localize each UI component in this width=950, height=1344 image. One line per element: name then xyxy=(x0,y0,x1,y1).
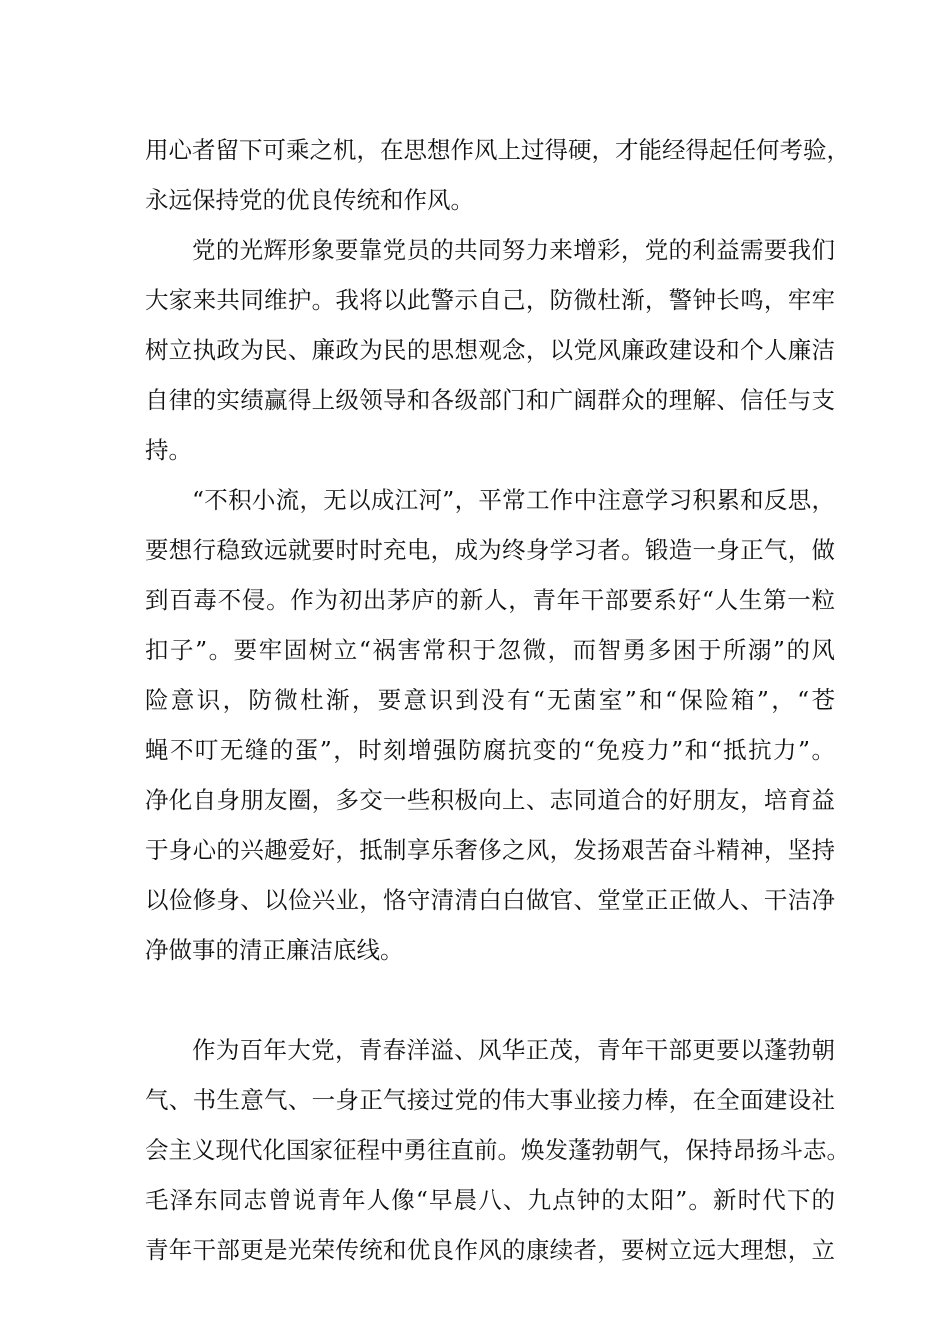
paragraph-line: 毛泽东同志曾说青年人像“早晨八、九点钟的太阳”。新时代下的 xyxy=(145,1186,835,1214)
paragraph-line: 会主义现代化国家征程中勇往直前。焕发蓬勃朝气，保持昂扬斗志。 xyxy=(145,1136,850,1164)
paragraph-line: 青年干部更是光荣传统和优良作风的康续者，要树立远大理想，立 xyxy=(145,1236,835,1264)
paragraph-line: 扣子”。要牢固树立“祸害常积于忽微，而智勇多困于所溺”的风 xyxy=(145,636,835,664)
paragraph-line: 到百毒不侵。作为初出茅庐的新人，青年干部要系好“人生第一粒 xyxy=(145,586,835,614)
paragraph-line: 永远保持党的优良传统和作风。 xyxy=(145,186,474,214)
paragraph-line: 净做事的清正廉洁底线。 xyxy=(145,936,404,964)
paragraph-line: 党的光辉形象要靠党员的共同努力来增彩，党的利益需要我们 xyxy=(192,236,835,264)
paragraph-line: 自律的实绩赢得上级领导和各级部门和广阔群众的理解、信任与支 xyxy=(145,386,835,414)
paragraph-line: 要想行稳致远就要时时充电，成为终身学习者。锻造一身正气，做 xyxy=(145,536,835,564)
paragraph-line: 气、书生意气、一身正气接过党的伟大事业接力棒，在全面建设社 xyxy=(145,1086,835,1114)
paragraph-line: “不积小流，无以成江河”，平常工作中注意学习积累和反思， xyxy=(192,486,835,514)
paragraph-line: 净化自身朋友圈，多交一些积极向上、志同道合的好朋友，培育益 xyxy=(145,786,835,814)
paragraph-line: 以俭修身、以俭兴业，恪守清清白白做官、堂堂正正做人、干洁净 xyxy=(145,886,835,914)
paragraph-line: 作为百年大党，青春洋溢、风华正茂，青年干部更要以蓬勃朝 xyxy=(192,1036,835,1064)
paragraph-line: 大家来共同维护。我将以此警示自己，防微杜渐，警钟长鸣，牢牢 xyxy=(145,286,835,314)
paragraph-line: 持。 xyxy=(145,436,192,464)
paragraph-line: 于身心的兴趣爱好，抵制享乐奢侈之风，发扬艰苦奋斗精神，坚持 xyxy=(145,836,835,864)
paragraph-line: 用心者留下可乘之机，在思想作风上过得硬，才能经得起任何考验， xyxy=(145,136,850,164)
paragraph-line: 树立执政为民、廉政为民的思想观念，以党风廉政建设和个人廉洁 xyxy=(145,336,835,364)
paragraph-line: 险意识，防微杜渐，要意识到没有“无菌室”和“保险箱”，“苍 xyxy=(145,686,835,714)
paragraph-line: 蝇不叮无缝的蛋”，时刻增强防腐抗变的“免疫力”和“抵抗力”。 xyxy=(145,736,835,764)
